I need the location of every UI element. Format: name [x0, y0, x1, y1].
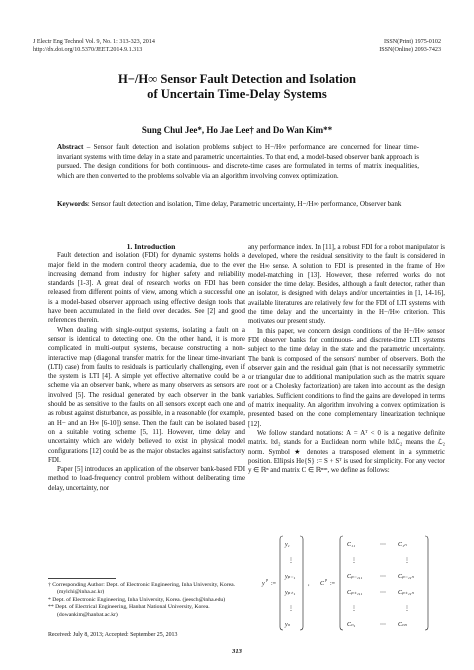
c-left-bracket	[340, 536, 343, 630]
y-vector-symbol: y	[262, 581, 265, 587]
left-column	[48, 242, 245, 493]
footnote-corresponding: † Corresponding Author: Dept. of Electronic Engineering, Inha University, Korea. (mylchi@inha.ac.kr)	[48, 582, 236, 596]
equals-sign: :=	[330, 581, 336, 587]
body-paragraph: We follow standard notations: A = Aᵀ < 0 is a negative definite matrix. ‖x‖₂ stands for a Euclidean norm while ‖x‖ℒ₂ means the ℒ₂ norm. Symbol ★ denotes a transposed element in a symmetric position. Ellipsis He{S} := S + Sᵀ is used for simplicity. For any vector y ∈ ℝⁿ and matrix C ∈ ℝⁿˣⁿ, we define as follows:	[248, 429, 445, 475]
paper-title	[0, 72, 474, 102]
c-entry: Cₚ₋₁,₁	[347, 574, 363, 580]
footnotes	[48, 582, 245, 619]
body-paragraph: Fault detection and isolation (FDI) for dynamic systems holds a major field in the modern control theory academia, due to the ever increasing demand from industry for higher safety and reliability standards [1-3]. A great deal of research works on FDI has been released from different points of view, among which a successful one is a model-based observer approach using effective design tools that have been accumulated in the field over decades. See [2] and good references therein.	[48, 252, 245, 325]
c-entry: ⋯	[380, 622, 386, 628]
c-entry: Cₙ₁	[347, 622, 356, 628]
title-line-1: H−/H∞ Sensor Fault Detection and Isolation	[117, 72, 357, 86]
abstract-label: Abstract	[57, 143, 84, 151]
journal-header-left	[33, 38, 155, 54]
keywords-label: Keywords	[57, 200, 88, 208]
y-vector-superscript: p	[266, 577, 268, 582]
y-right-bracket	[300, 536, 303, 630]
y-left-bracket	[280, 536, 283, 630]
body-paragraph: Paper [5] introduces an application of the observer bank-based FDI method to load-frequency control problem without deliberating time delay, uncertainty, nor	[48, 466, 245, 492]
c-right-bracket	[425, 536, 428, 630]
c-entry: Cₚ₊₁,ₙ	[398, 590, 414, 596]
c-entry: Cₙₙ	[398, 622, 407, 628]
footnote-author-3: ** Dept. of Electrical Engineering, Hanbat National University, Korea. (dowankim@hanbat.ac.kr)	[48, 604, 210, 618]
c-entry: ⋯	[380, 542, 386, 548]
section-heading: 1. Introduction	[126, 242, 176, 251]
journal-citation: J Electr Eng Technol Vol. 9, No. 1: 313-323, 2014	[33, 39, 155, 45]
issn-print: ISSN(Print) 1975-0102	[383, 39, 441, 45]
footnote-author-1: * Dept. of Electronic Engineering, Inha University, Korea. (jeesch@inha.edu)	[48, 596, 226, 603]
body-paragraph: In this paper, we concern design conditions of the H−/H∞ sensor FDI observer banks for continuous- and discrete-time LTI systems subject to the time delay in the state and the parametric uncertainty. The bank is composed of the sensors' number of observers. Both the observer gain and the residual gain (that is not necessarily symmetric or triangular due to additional manipulation such as the matrix square root or a Cholesky factorization) are taken into account as the design variables. Sufficient conditions to find the gains are developed in terms of matrix inequality. An algorithm involving a convex optimization is presented based on the cone complementary linearization technique [12].	[248, 327, 445, 428]
keywords-text: : Sensor fault detection and isolation, Time delay, Parametric uncertainty, H−/H∞ performance, Observer bank	[87, 200, 402, 208]
journal-header-right	[379, 38, 441, 54]
body-paragraph: When dealing with single-output systems, isolating a fault on a sensor is identical to detecting one. On the other hand, it is more complicated in multi-output systems, because constructing a non-interactive map (diagonal transfer matrix for the linear time-invariant (LTI) case) from faults to residuals is particularly challenging, even if the system is LTI [4]. A simple yet effective alternative could be a scheme via an observer bank, where as many observers as sensors are involved [5]. The residual generated by each observer in the bank should be as sensitive to the faults on all sensors except each one and as robust against disturbance, as possible, in a reasonable (for example, an H− and an H∞ [6-10]) sense. Then the fault can be isolated based on a suitable voting scheme [5, 11]. However, time delay and uncertainty which are widely believed to exist in physical model configurations [12] could be as the major obstacles against satisfactory FDI.	[48, 326, 245, 464]
c-matrix-superscript: p	[325, 577, 327, 582]
c-entry: ⋯	[380, 574, 386, 580]
c-entry: C₁ₙ	[398, 542, 407, 548]
body-paragraph: any performance index. In [11], a robust FDI for a robot manipulator is developed, where the residual sensitivity to the fault is considered in the H∞ sense. A solution to FDI is presented in the frame of H∞ model-matching in [13]. However, these referred works do not consider the time delay. Besides, although a fault detector, rather than an isolator, is designed with delays and/or uncertainties in [1, 14-16], available literatures are relatively few for the FDI of LTI systems with the time delay and the uncertainty in the H−/H∞ criterion. This motivates our present study.	[248, 244, 445, 326]
c-entry: C₁₁	[347, 542, 356, 548]
y-entry: yₚ₊₁	[285, 590, 296, 596]
c-entry: ⋮	[404, 558, 410, 564]
y-entry: y₁	[285, 542, 290, 548]
y-entry: ⋮	[288, 558, 294, 564]
abstract-text: – Sensor fault detection and isolation problems subject to H−/H∞ performance are concerned for linear time-invariant systems with time delay in a state and parametric uncertainties. To that end, a model-based observer bank approach is pursued. The design conditions for both continuous- and discrete-time cases are formulated in terms of matrix inequalities, which are then converted to the problems solvable via an algorithm involving convex optimization.	[57, 143, 419, 180]
comma: ,	[308, 581, 310, 587]
equals-sign: :=	[271, 581, 277, 587]
issn-online: ISSN(Online) 2093-7423	[379, 47, 441, 53]
title-line-2: of Uncertain Time-Delay Systems	[147, 87, 327, 101]
received-date: Received: July 8, 2013; Accepted: September 25, 2013	[48, 632, 178, 638]
c-entry: ⋯	[380, 590, 386, 596]
c-entry: ⋮	[351, 606, 357, 612]
abstract	[57, 143, 419, 181]
doi-link[interactable]: http://dx.doi.org/10.5370/JEET.2014.9.1.313	[33, 47, 143, 53]
footnote-divider	[48, 578, 116, 579]
y-entry: yₚ₋₁	[285, 574, 296, 580]
right-column	[248, 243, 445, 475]
c-entry: Cₚ₋₁,ₙ	[398, 574, 414, 580]
authors: Sung Chul Jee*, Ho Jae Lee† and Do Wan Kim**	[141, 125, 333, 135]
matrix-definitions	[250, 532, 446, 633]
c-entry: ⋮	[351, 558, 357, 564]
c-matrix-symbol: C	[320, 581, 325, 587]
y-entry: ⋮	[288, 606, 294, 612]
y-entry: yₙ	[285, 622, 291, 628]
c-entry: ⋮	[404, 606, 410, 612]
keywords	[57, 200, 419, 210]
page-number: 313	[232, 648, 242, 655]
c-entry: Cₚ₊₁,₁	[347, 590, 363, 596]
